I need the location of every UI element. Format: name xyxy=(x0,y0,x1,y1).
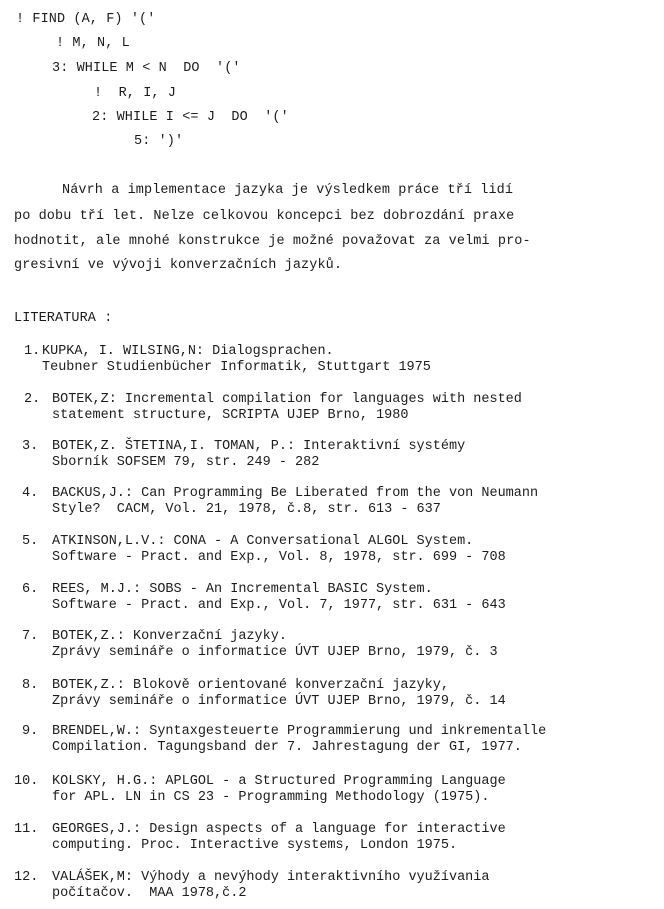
code-line: ! R, I, J xyxy=(94,86,177,101)
reference-line: počítačov. MAA 1978,č.2 xyxy=(52,886,247,901)
reference-line: Compilation. Tagungsband der 7. Jahrestagung der GI, 1977. xyxy=(52,740,522,755)
code-line: 5: ')' xyxy=(134,134,184,149)
reference-number: 6. xyxy=(22,582,39,597)
reference-line: Teubner Studienbücher Informatik, Stuttgart 1975 xyxy=(42,360,431,375)
reference-line: computing. Proc. Interactive systems, London 1975. xyxy=(52,838,458,853)
reference-number: 12. xyxy=(14,870,39,885)
reference-number: 4. xyxy=(22,486,39,501)
reference-line: BOTEK,Z.: Blokově orientované konverzační jazyky, xyxy=(52,678,449,693)
literature-heading: LITERATURA : xyxy=(14,311,113,326)
reference-line: Software - Pract. and Exp., Vol. 7, 1977, str. 631 - 643 xyxy=(52,598,506,613)
code-line: 2: WHILE I <= J DO '(' xyxy=(92,110,289,125)
code-line: ! FIND (A, F) '(' xyxy=(16,12,156,27)
paragraph-line: hodnotit, ale mnohé konstrukce je možné považovat za velmi pro- xyxy=(14,234,531,249)
reference-number: 10. xyxy=(14,774,39,789)
reference-number: 11. xyxy=(14,822,39,837)
code-line: 3: WHILE M < N DO '(' xyxy=(52,61,241,76)
reference-number: 2. xyxy=(24,392,41,407)
reference-line: Zprávy semináře o informatice ÚVT UJEP Brno, 1979, č. 14 xyxy=(52,694,506,709)
reference-line: REES, M.J.: SOBS - An Incremental BASIC System. xyxy=(52,582,433,597)
reference-line: ATKINSON,L.V.: CONA - A Conversational ALGOL System. xyxy=(52,534,474,549)
reference-line: Software - Pract. and Exp., Vol. 8, 1978, str. 699 - 708 xyxy=(52,550,506,565)
reference-number: 7. xyxy=(22,629,39,644)
reference-number: 8. xyxy=(22,678,39,693)
reference-number: 9. xyxy=(22,724,39,739)
reference-line: BOTEK,Z.: Konverzační jazyky. xyxy=(52,629,287,644)
reference-line: Sborník SOFSEM 79, str. 249 - 282 xyxy=(52,455,320,470)
code-line: ! M, N, L xyxy=(56,36,130,51)
reference-line: BRENDEL,W.: Syntaxgesteuerte Programmierung und inkrementalle xyxy=(52,724,547,739)
reference-line: KUPKA, I. WILSING,N: Dialogsprachen. xyxy=(42,344,334,359)
reference-number: 5. xyxy=(22,534,39,549)
reference-line: BOTEK,Z. ŠTETINA,I. TOMAN, P.: Interaktivní systémy xyxy=(52,439,466,454)
reference-line: Zprávy semináře o informatice ÚVT UJEP Brno, 1979, č. 3 xyxy=(52,645,498,660)
reference-number: 3. xyxy=(22,439,39,454)
reference-line: for APL. LN in CS 23 - Programming Methodology (1975). xyxy=(52,790,490,805)
paragraph-line: gresivní ve vývoji konverzačních jazyků. xyxy=(14,258,343,273)
reference-line: KOLSKY, H.G.: APLGOL - a Structured Programming Language xyxy=(52,774,506,789)
reference-line: BOTEK,Z: Incremental compilation for languages with nested xyxy=(52,392,522,407)
reference-line: GEORGES,J.: Design aspects of a language for interactive xyxy=(52,822,506,837)
reference-line: BACKUS,J.: Can Programming Be Liberated from the von Neumann xyxy=(52,486,539,501)
reference-line: VALÁŠEK,M: Výhody a nevýhody interaktivního využívania xyxy=(52,870,490,885)
paragraph-line: Návrh a implementace jazyka je výsledkem práce tří lidí xyxy=(62,183,514,198)
paragraph-line: po dobu tří let. Nelze celkovou koncepci bez dobrozdání praxe xyxy=(14,209,515,224)
reference-line: Style? CACM, Vol. 21, 1978, č.8, str. 613 - 637 xyxy=(52,502,441,517)
reference-number: 1. xyxy=(24,344,41,359)
reference-line: statement structure, SCRIPTA UJEP Brno, 1980 xyxy=(52,408,409,423)
